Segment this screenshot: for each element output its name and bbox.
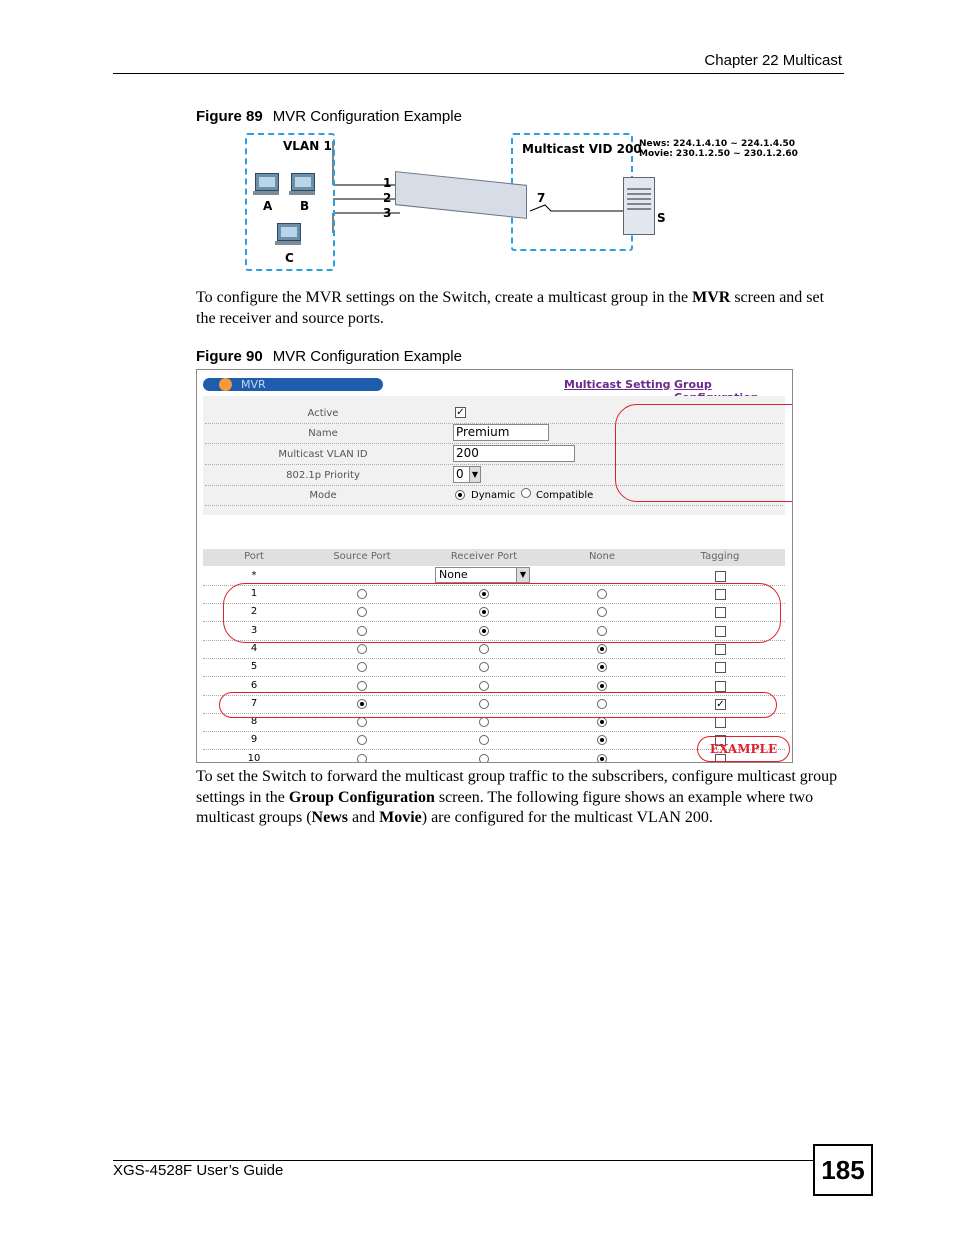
priority-value: 0 bbox=[456, 467, 464, 481]
col-tagging: Tagging bbox=[700, 551, 740, 562]
table-row bbox=[203, 658, 785, 677]
port-number: 8 bbox=[250, 716, 258, 727]
host-a-label: A bbox=[263, 199, 273, 213]
para2-bold-news: News bbox=[311, 809, 348, 826]
receiver-port-radio[interactable] bbox=[479, 735, 489, 745]
none-port-radio[interactable] bbox=[597, 735, 607, 745]
para1-text-c: screen and set the receiver and source ports. bbox=[196, 289, 825, 327]
wildcard-tag-checkbox[interactable] bbox=[715, 571, 726, 582]
dropdown-arrow-icon: ▼ bbox=[469, 467, 480, 482]
vlan1-label: VLAN 1 bbox=[283, 139, 332, 153]
col-source-port: Source Port bbox=[333, 551, 391, 562]
header-rule bbox=[113, 73, 844, 74]
priority-label: 802.1p Priority bbox=[286, 470, 360, 481]
news-range: News: 224.1.4.10 ~ 224.1.4.50 bbox=[639, 139, 796, 149]
mode-dynamic-radio[interactable] bbox=[455, 490, 465, 500]
para2-text-e: and bbox=[347, 809, 380, 826]
wildcard-port: * bbox=[251, 570, 257, 581]
multicast-vid-label: Multicast VID 200 bbox=[522, 142, 642, 156]
mode-compatible-radio[interactable] bbox=[521, 488, 531, 498]
dropdown-arrow-icon: ▼ bbox=[516, 568, 529, 582]
none-port-radio[interactable] bbox=[597, 681, 607, 691]
receiver-ports-highlight bbox=[223, 583, 781, 643]
paragraph-2 bbox=[196, 767, 844, 829]
figure-89-caption bbox=[196, 108, 462, 125]
port-7-label: 7 bbox=[537, 191, 546, 205]
server-label: S bbox=[657, 211, 666, 225]
none-port-radio[interactable] bbox=[597, 717, 607, 727]
port-3-label: 3 bbox=[383, 206, 392, 220]
name-input[interactable]: Premium bbox=[453, 424, 549, 441]
host-c-label: C bbox=[285, 251, 294, 265]
port-number: 10 bbox=[247, 753, 261, 763]
chapter-title: Chapter 22 Multicast bbox=[704, 52, 842, 69]
settings-highlight-oval bbox=[615, 404, 793, 502]
movie-range: Movie: 230.1.2.50 ~ 230.1.2.60 bbox=[639, 149, 798, 159]
port-number: 1 bbox=[250, 588, 258, 599]
server-icon bbox=[623, 177, 655, 235]
host-b-label: B bbox=[300, 199, 310, 213]
guide-title: XGS-4528F User’s Guide bbox=[113, 1162, 284, 1179]
mode-dynamic-label: Dynamic bbox=[471, 490, 516, 501]
source-port-radio[interactable] bbox=[357, 717, 367, 727]
port-number: 5 bbox=[250, 661, 258, 672]
tagging-checkbox[interactable] bbox=[715, 662, 726, 673]
receiver-port-radio[interactable] bbox=[479, 754, 489, 763]
receiver-port-radio[interactable] bbox=[479, 644, 489, 654]
network-diagram bbox=[245, 133, 798, 273]
computer-a-icon bbox=[255, 173, 279, 191]
source-port-radio[interactable] bbox=[357, 644, 367, 654]
para2-bold-group-config: Group Configuration bbox=[288, 788, 435, 806]
tagging-checkbox[interactable] bbox=[715, 681, 726, 692]
none-port-radio[interactable] bbox=[597, 754, 607, 763]
active-label: Active bbox=[307, 408, 339, 419]
example-stamp: EXAMPLE bbox=[697, 736, 790, 762]
mode-label: Mode bbox=[309, 490, 337, 501]
mvr-screen bbox=[196, 369, 793, 763]
none-port-radio[interactable] bbox=[597, 644, 607, 654]
figure-90-title: MVR Configuration Example bbox=[272, 348, 462, 365]
tagging-checkbox[interactable] bbox=[715, 644, 726, 655]
tagging-checkbox[interactable] bbox=[715, 717, 726, 728]
page-number: 185 bbox=[813, 1144, 873, 1196]
computer-b-icon bbox=[291, 173, 315, 191]
mvr-tab-label: MVR bbox=[241, 378, 266, 391]
footer-rule bbox=[113, 1160, 813, 1161]
port-2-label: 2 bbox=[383, 191, 392, 205]
receiver-port-radio[interactable] bbox=[479, 681, 489, 691]
figure-89-label: Figure 89 bbox=[196, 108, 263, 125]
computer-a-base bbox=[253, 191, 279, 195]
para2-text-g: ) are configured for the multicast VLAN 200. bbox=[421, 809, 713, 826]
port-number: 4 bbox=[250, 643, 258, 654]
tab-ball-icon bbox=[219, 378, 232, 391]
col-none: None bbox=[588, 551, 616, 562]
port-number: 2 bbox=[250, 606, 258, 617]
multicast-setting-link[interactable]: Multicast Setting bbox=[564, 378, 671, 391]
para2-text-c: screen. The following figure shows an example where two multicast groups ( bbox=[196, 788, 814, 826]
wildcard-select[interactable] bbox=[435, 567, 530, 583]
para1-text-a: To configure the MVR settings on the Switch, create a multicast group in the bbox=[196, 289, 693, 306]
port-number: 7 bbox=[250, 698, 258, 709]
source-port-radio[interactable] bbox=[357, 681, 367, 691]
port-number: 9 bbox=[250, 734, 258, 745]
group-configuration-link[interactable]: Group bbox=[674, 378, 712, 391]
mode-compatible-label: Compatible bbox=[536, 490, 594, 501]
figure-90-caption bbox=[196, 348, 462, 365]
computer-b-base bbox=[289, 191, 315, 195]
computer-c-icon bbox=[277, 223, 301, 241]
none-port-radio[interactable] bbox=[597, 662, 607, 672]
source-port-highlight bbox=[219, 692, 777, 718]
computer-c-base bbox=[275, 241, 301, 245]
mvr-tab bbox=[203, 378, 383, 391]
source-port-radio[interactable] bbox=[357, 662, 367, 672]
name-label: Name bbox=[308, 428, 338, 439]
port-number: 3 bbox=[250, 625, 258, 636]
vlan-input[interactable]: 200 bbox=[453, 445, 575, 462]
active-checkbox[interactable]: ✓ bbox=[456, 407, 465, 418]
para2-text-a: To set the Switch to forward the multicast group traffic to the subscribers, configure multicast group settings in the bbox=[196, 768, 838, 806]
paragraph-1 bbox=[196, 288, 844, 329]
vlan-label: Multicast VLAN ID bbox=[278, 449, 368, 460]
col-port: Port bbox=[244, 551, 264, 562]
priority-select[interactable] bbox=[453, 466, 481, 483]
para2-bold-movie: Movie bbox=[379, 809, 422, 826]
figure-89-title: MVR Configuration Example bbox=[272, 108, 462, 125]
col-receiver-port: Receiver Port bbox=[450, 551, 518, 562]
source-port-radio[interactable] bbox=[357, 735, 367, 745]
figure-90-label: Figure 90 bbox=[196, 348, 263, 365]
port-1-label: 1 bbox=[383, 176, 392, 190]
port-number: 6 bbox=[250, 680, 258, 691]
wildcard-select-value: None bbox=[439, 568, 468, 581]
para1-bold-mvr: MVR bbox=[692, 289, 731, 306]
port-table-header bbox=[203, 549, 785, 566]
receiver-port-radio[interactable] bbox=[479, 717, 489, 727]
source-port-radio[interactable] bbox=[357, 754, 367, 763]
receiver-port-radio[interactable] bbox=[479, 662, 489, 672]
tagging-checkbox[interactable]: ✓ bbox=[716, 699, 725, 710]
